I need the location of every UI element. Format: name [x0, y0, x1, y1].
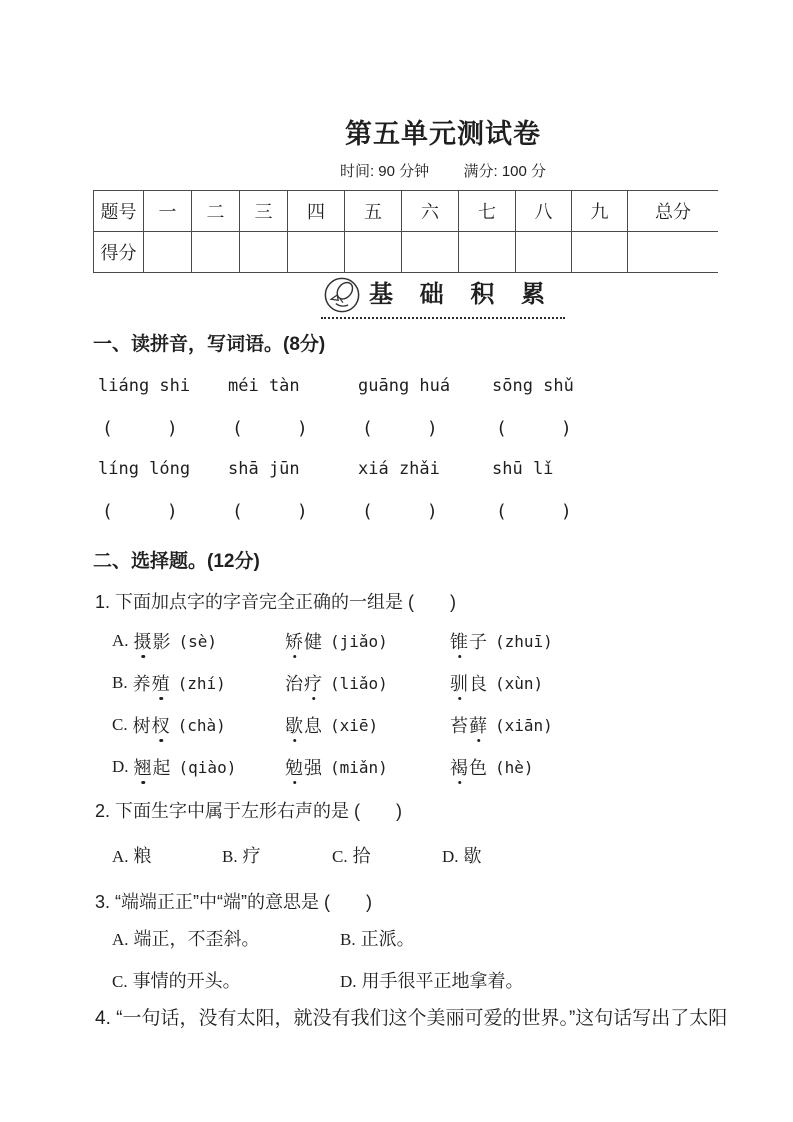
option-row: [112, 704, 793, 746]
dotted-char: 养: [132, 674, 152, 694]
dotted-char: 杈: [152, 712, 171, 738]
option-text: 正派。: [360, 929, 415, 949]
dotted-char: 治: [285, 674, 304, 694]
dotted-char: 褐: [450, 754, 469, 780]
dotted-char: 良: [469, 674, 488, 694]
answer-blank-cell: [492, 418, 572, 440]
option-item: [112, 754, 285, 780]
pinyin-row: [98, 459, 793, 480]
dotted-char: 子: [469, 632, 488, 652]
option-item: [450, 670, 793, 696]
pinyin-text: sōng shǔ: [492, 376, 574, 396]
score-cell[interactable]: [240, 232, 288, 273]
dotted-char: 疗: [304, 670, 323, 696]
answer-blank[interactable]: ( ): [232, 418, 308, 439]
score-cell[interactable]: [516, 232, 572, 273]
option-row: [112, 620, 793, 662]
score-table-column-header: 六: [402, 191, 459, 232]
score-cell[interactable]: [459, 232, 516, 273]
pinyin-text: guāng huá: [358, 376, 451, 396]
q2-options: [112, 842, 793, 868]
answer-blank-cell: [358, 418, 492, 440]
option-item: [112, 842, 222, 868]
score-table-column-header: 七: [459, 191, 516, 232]
pinyin-text: méi tàn: [228, 376, 300, 396]
option-letter: B.: [112, 673, 128, 692]
q3-options: [112, 928, 793, 993]
answer-blank-cell: [358, 501, 492, 523]
option-pinyin: (zhuī): [495, 631, 553, 651]
part2-heading: 二、选择题。(12分): [93, 551, 260, 572]
option-word: [285, 754, 323, 780]
answer-blank[interactable]: ( ): [362, 418, 438, 439]
exam-info: [93, 162, 793, 182]
option-text: 端正，不歪斜。: [133, 929, 260, 949]
option-text: 粮: [133, 846, 152, 866]
question-3-stem: 3. “端端正正”中“端”的意思是 ( ): [95, 892, 372, 912]
option-pinyin: (liǎo): [330, 673, 388, 693]
option-text: 疗: [242, 846, 261, 866]
score-table-score-row: [94, 232, 719, 273]
answer-blank-row: [98, 418, 793, 440]
option-word: [133, 670, 171, 696]
option-item: [112, 670, 285, 696]
score-cell[interactable]: [572, 232, 628, 273]
option-row: [112, 662, 793, 704]
option-letter: B.: [222, 847, 238, 866]
option-word: [285, 670, 323, 696]
option-letter: D.: [442, 847, 459, 866]
score-table: [93, 190, 718, 273]
option-word: [285, 628, 323, 654]
answer-blank-cell: [98, 501, 228, 523]
score-table-corner-label: 题号: [94, 191, 144, 232]
option-row: [112, 746, 793, 788]
option-letter: A.: [112, 631, 129, 650]
option-item: [285, 712, 450, 738]
answer-blank[interactable]: ( ): [102, 418, 178, 439]
score-cell[interactable]: [288, 232, 345, 273]
score-cell[interactable]: [144, 232, 192, 273]
question-4-stem: 4. “一句话，没有太阳，就没有我们这个美丽可爱的世界。”这句话写出了太阳: [95, 1008, 728, 1029]
dotted-char: 驯: [450, 670, 469, 696]
score-cell[interactable]: [192, 232, 240, 273]
option-word: [450, 712, 488, 738]
dotted-char: 影: [152, 632, 172, 652]
dotted-char: 苔: [450, 716, 469, 736]
dotted-char: 息: [304, 716, 323, 736]
option-item: [340, 970, 793, 993]
dotted-char: 锥: [450, 628, 469, 654]
option-pinyin: (xùn): [495, 673, 544, 693]
score-table-column-header: 四: [288, 191, 345, 232]
pinyin-text: shā jūn: [228, 459, 300, 479]
score-row-label: 得分: [94, 232, 144, 273]
score-cell[interactable]: [345, 232, 402, 273]
option-letter: B.: [340, 930, 356, 949]
answer-blank-row: [98, 501, 793, 523]
q1-options: [93, 620, 793, 788]
pinyin-text: shū lǐ: [492, 459, 554, 479]
question-1-stem: 1. 下面加点字的字音完全正确的一组是 ( ): [95, 592, 457, 612]
dotted-char: 强: [304, 758, 323, 778]
pinyin-text: xiá zhǎi: [358, 459, 440, 479]
option-item: [222, 842, 332, 868]
page-title: 第五单元测试卷: [345, 119, 541, 149]
dotted-char: 色: [469, 758, 488, 778]
exam-full-score: 满分: 100 分: [463, 163, 547, 180]
answer-blank[interactable]: ( ): [362, 501, 438, 522]
option-item: [285, 628, 450, 654]
option-pinyin: (zhí): [177, 673, 226, 693]
answer-blank[interactable]: ( ): [102, 501, 178, 522]
option-text: 歇: [463, 846, 482, 866]
option-word: [450, 670, 488, 696]
option-text: 用手很平正地拿着。: [361, 971, 524, 991]
score-cell[interactable]: [402, 232, 459, 273]
dotted-char: 勉: [285, 754, 304, 780]
option-word: [134, 754, 172, 780]
option-item: [340, 928, 793, 951]
pinyin-row: [98, 376, 793, 397]
option-text: 事情的开头。: [132, 971, 241, 991]
score-table-column-header: 五: [345, 191, 402, 232]
question-2-stem: 2. 下面生字中属于左形右声的是 ( ): [95, 801, 403, 821]
option-pinyin: (hè): [495, 757, 534, 777]
answer-blank-cell: [228, 501, 358, 523]
option-pinyin: (qiào): [178, 757, 237, 777]
option-pinyin: (chà): [177, 715, 226, 735]
option-item: [112, 928, 340, 951]
dotted-char: 藓: [469, 712, 488, 738]
pinyin-text: líng lóng: [98, 459, 191, 479]
option-letter: D.: [340, 972, 357, 991]
option-item: [332, 842, 442, 868]
option-word: [450, 754, 488, 780]
dotted-char: 矫: [285, 628, 304, 654]
option-item: [285, 754, 450, 780]
option-letter: C.: [112, 715, 128, 734]
option-word: [133, 712, 171, 738]
pinyin-block: [93, 376, 793, 523]
option-word: [285, 712, 323, 738]
score-table-column-header: 总分: [628, 191, 719, 232]
option-item: [450, 628, 793, 654]
score-cell[interactable]: [628, 232, 719, 273]
score-table-column-header: 九: [572, 191, 628, 232]
option-item: [112, 712, 285, 738]
option-pinyin: (miǎn): [330, 757, 388, 777]
answer-blank[interactable]: ( ): [496, 501, 572, 522]
option-letter: C.: [112, 972, 128, 991]
answer-blank-cell: [228, 418, 358, 440]
section-banner: [93, 276, 793, 319]
answer-blank[interactable]: ( ): [496, 418, 572, 439]
option-pinyin: (sè): [178, 631, 218, 651]
dotted-char: 歇: [285, 712, 304, 738]
option-word: [450, 628, 488, 654]
score-table-column-header: 八: [516, 191, 572, 232]
dotted-char: 殖: [152, 670, 171, 696]
option-letter: C.: [332, 847, 348, 866]
dotted-char: 摄: [134, 628, 153, 654]
option-item: [442, 842, 552, 868]
option-pinyin: (jiǎo): [330, 631, 388, 651]
option-item: [112, 970, 340, 993]
bird-doodle-icon: [323, 276, 361, 314]
dotted-char: 树: [132, 716, 152, 736]
answer-blank-cell: [492, 501, 572, 523]
option-text: 拾: [352, 846, 371, 866]
option-pinyin: (xiē): [330, 715, 379, 735]
option-pinyin: (xiān): [495, 715, 553, 735]
exam-time: 时间: 90 分钟: [339, 163, 430, 180]
part1-heading: 一、读拼音，写词语。(8分): [93, 334, 326, 355]
score-table-column-header: 一: [144, 191, 192, 232]
dotted-char: 翘: [134, 754, 153, 780]
score-table-column-header: 二: [192, 191, 240, 232]
option-item: [285, 670, 450, 696]
option-item: [450, 754, 793, 780]
answer-blank-cell: [98, 418, 228, 440]
section-banner-title: 基 础 积 累: [368, 281, 555, 308]
option-letter: A.: [112, 847, 129, 866]
option-item: [112, 628, 285, 654]
answer-blank[interactable]: ( ): [232, 501, 308, 522]
dotted-char: 起: [152, 758, 172, 778]
option-letter: D.: [112, 757, 129, 776]
pinyin-text: liáng shi: [98, 376, 191, 396]
dotted-char: 健: [304, 632, 323, 652]
score-table-header-row: [94, 191, 719, 232]
option-word: [134, 628, 172, 654]
score-table-column-header: 三: [240, 191, 288, 232]
option-item: [450, 712, 793, 738]
option-letter: A.: [112, 930, 129, 949]
